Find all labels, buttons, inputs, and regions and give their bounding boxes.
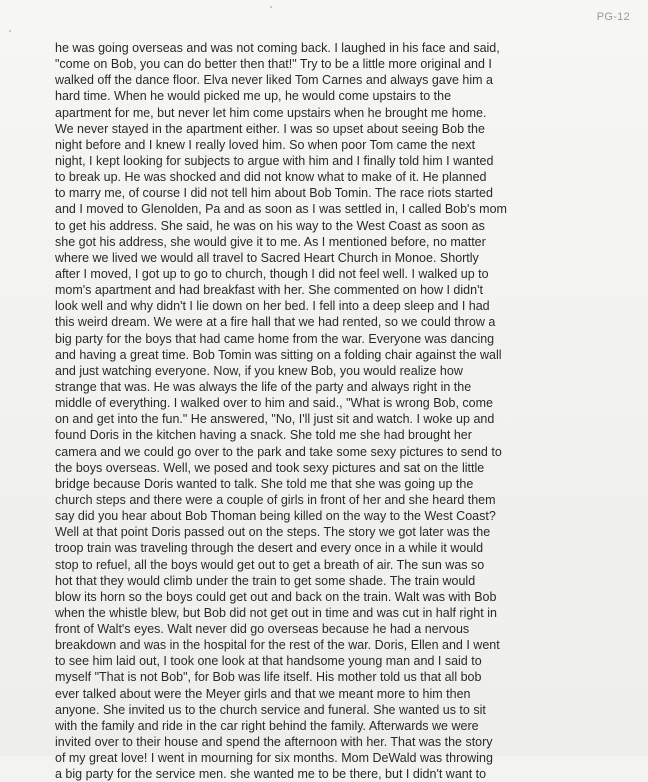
text-line: strange that was. He was always the life of the party and always right in the [55, 379, 472, 394]
text-line: say did you hear about Bob Thoman being killed on the way to the West Coast? [55, 509, 496, 524]
text-line: hard time. When he would picked me up, he would come upstairs to the [55, 89, 452, 104]
text-line: she got his address, she would give it to me. As I mentioned before, no matter [55, 234, 486, 249]
text-line: and I moved to Glenolden, Pa and as soon as I was settled in, I called Bob's mom [55, 202, 507, 217]
text-line: blow its horn so the boys could get out and back on the train. Walt was with Bob [55, 589, 497, 604]
text-line: to get his address. She said, he was on his way to the West Coast as soon as [55, 218, 485, 233]
text-line: to break up. He was shocked and did not know what to make of it. He planned [55, 170, 487, 185]
text-line: mom's apartment and had breakfast with her. She commented on how I didn't [55, 283, 483, 298]
text-line: big party for the boys that had came home from the war. Everyone was dancing [55, 331, 495, 346]
text-line: invited over to their house and spend the afternoon with her. That was the story [55, 735, 493, 750]
text-line: front of Walt's eyes. Walt never did go overseas because he had a nervous [55, 622, 470, 637]
text-line: myself "That is not Bob", for Bob was life itself. His mother told us that all bob [55, 670, 482, 685]
body-text [55, 40, 630, 782]
page-number: PG-12 [596, 11, 630, 23]
text-line: when the whistle blew, but Bob did not get out in time and was cut in half right in [55, 605, 497, 620]
text-line: "come on Bob, you can do better then that!" Try to be a little more original and I [55, 57, 492, 72]
text-line: where we lived we would all travel to Sacred Heart Church in Monoe. Shortly [55, 250, 479, 265]
text-line: apartment for me, but never let him come upstairs when he brought me home. [55, 105, 487, 120]
text-line: and just watching everyone. Now, if you knew Bob, you would realize how [55, 363, 463, 378]
text-line: after I moved, I got up to go to church, though I did not feel well. I walked up to [55, 266, 489, 281]
text-line: church steps and there were a couple of girls in front of her and she heard them [55, 492, 496, 507]
text-line: Well at that point Doris passed out on the steps. The story we got later was the [55, 525, 491, 540]
text-line: night, I kept looking for subjects to argue with him and I finally told him I wanted [55, 153, 494, 168]
scan-speck [9, 30, 11, 32]
text-line: the boys overseas. Well, we posed and took sexy pictures and sat on the little [55, 460, 485, 475]
text-line: to marry me, of course I did not tell him about Bob Tomin. The race riots started [55, 186, 493, 201]
text-line: with the family and ride in the car right behind the family. Afterwards we were [55, 718, 479, 733]
text-line: middle of everything. I walked over to him and said., "What is wrong Bob, come [55, 396, 493, 411]
text-line: stop to refuel, all the boys would get out to get a breath of air. The sun was so [55, 557, 485, 572]
text-line: breakdown and was in the hospital for the rest of the war. Doris, Ellen and I went [55, 638, 500, 653]
text-line: found Doris in the kitchen having a snack. She told me she had brought her [55, 428, 472, 443]
text-line: hot that they would climb under the train to get some shade. The train would [55, 573, 476, 588]
text-line: bridge because Doris wanted to talk. She told me that she was going up the [55, 476, 474, 491]
text-line: anyone. She invited us to the church service and funeral. She wanted us to sit [55, 702, 486, 717]
text-line: he was going overseas and was not coming back. I laughed in his face and said, [55, 41, 500, 55]
text-line: We never stayed in the apartment either. I was so upset about seeing Bob the [55, 121, 485, 136]
text-line: walked off the dance floor. Elva never liked Tom Carnes and always gave him a [55, 73, 493, 88]
text-line: camera and we could go over to the park and take some sexy pictures to send to [55, 444, 502, 459]
text-line: troop train was traveling through the desert and every once in a while it would [55, 541, 484, 556]
text-line: of my great love! I went in mourning for six months. Mom DeWald was throwing [55, 751, 493, 766]
text-line: this weird dream. We were at a fire hall that we had rented, so we could throw a [55, 315, 496, 330]
text-line: night before and I knew I really loved him. So when poor Tom came the next [55, 137, 476, 152]
text-line: look well and why didn't I lie down on her bed. I fell into a deep sleep and I had [55, 299, 490, 314]
scan-speck [270, 6, 272, 8]
text-line: to see him laid out, I took one look at that handsome young man and I said to [55, 654, 482, 669]
text-line: ever talked about were the Meyer girls and that we meant more to him then [55, 686, 471, 701]
text-line: and having a great time. Bob Tomin was sitting on a folding chair against the wall [55, 347, 502, 362]
text-line: on and get into the fun." He answered, "No, I'll just sit and watch. I woke up and [55, 412, 495, 427]
text-line: a big party for the service men. she wanted me to be there, but I didn't want to [55, 767, 487, 782]
